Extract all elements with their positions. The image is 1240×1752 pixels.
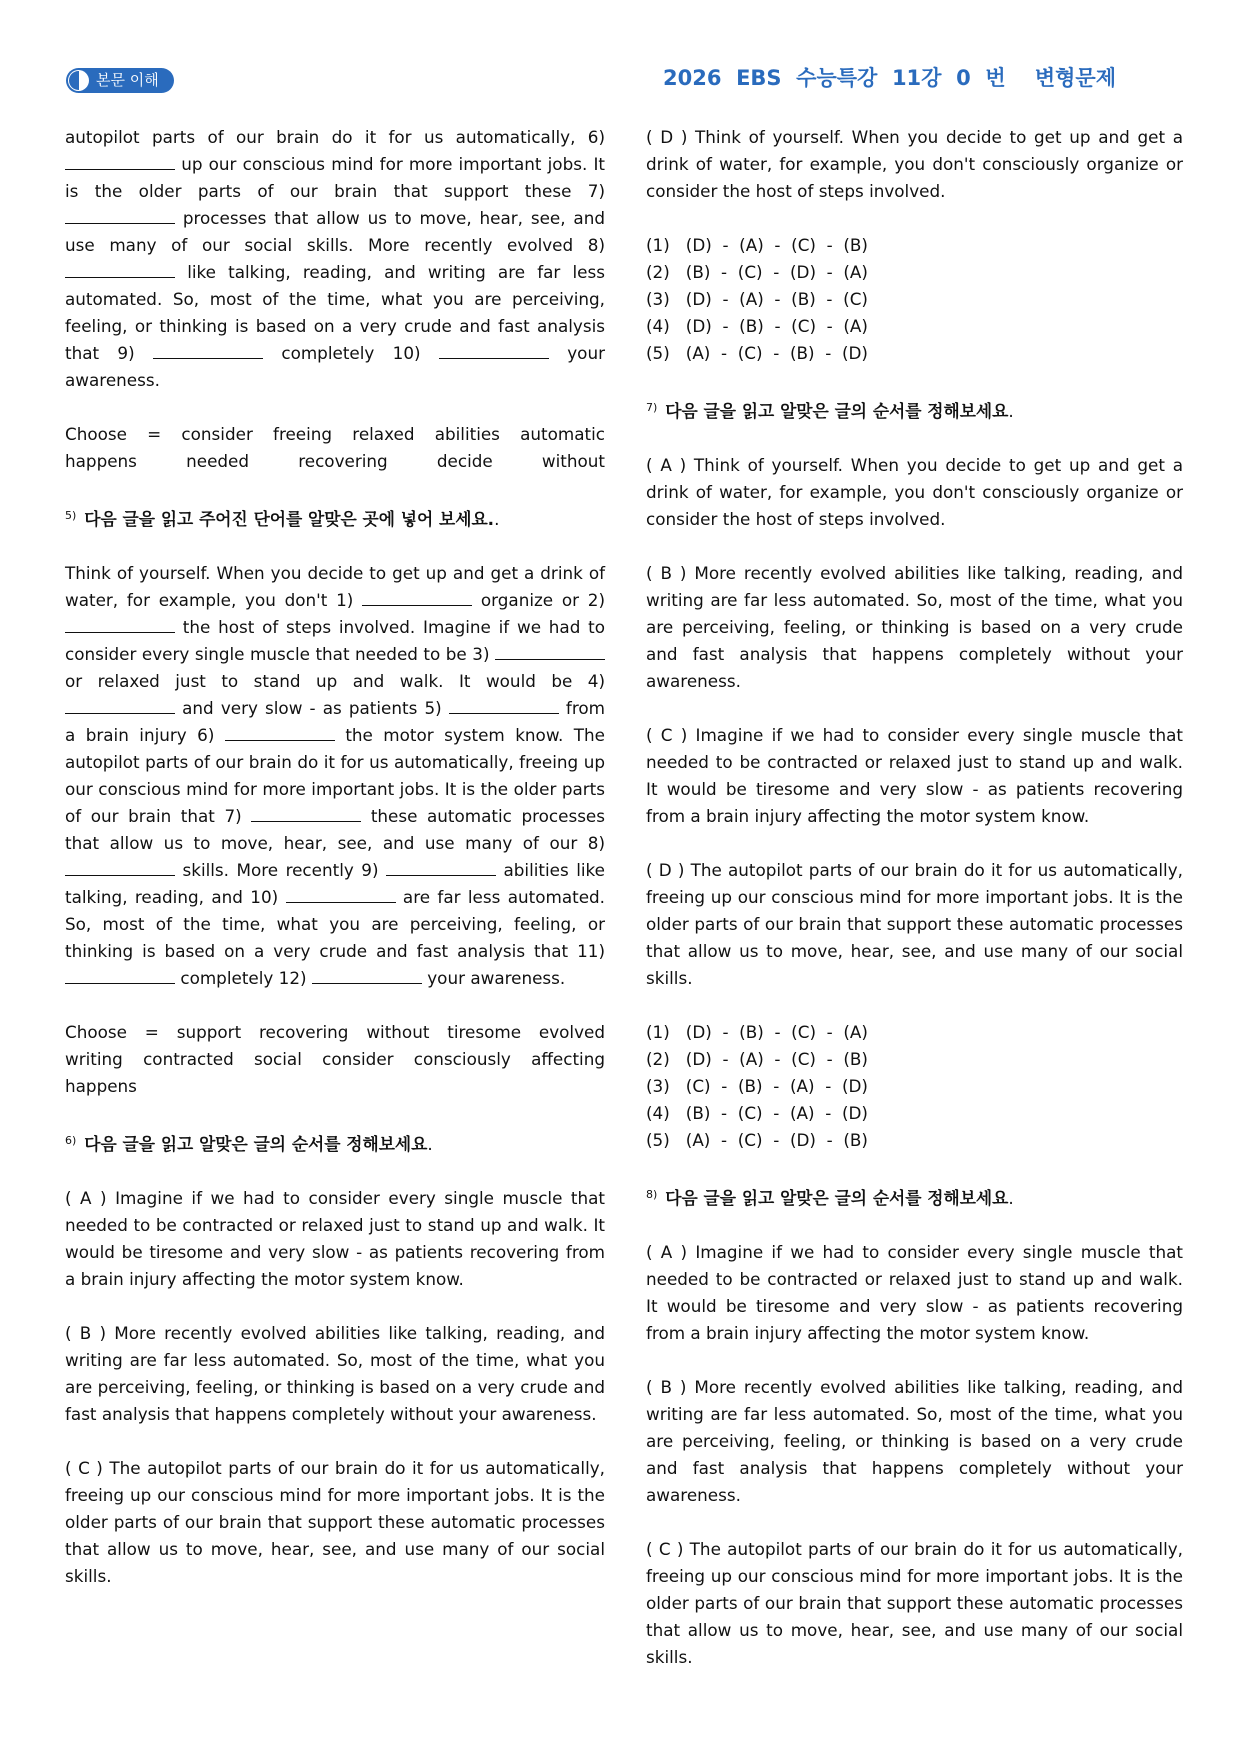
- paragraph-a: ( A ) Imagine if we had to consider every single muscle that needed to be contracted or relaxed just to stand up and walk. It would be tiresome and very slow - as patients recovering from a brain injury affecting the motor system know.: [646, 1242, 1183, 1343]
- answer-blank: [495, 644, 605, 660]
- passage-line: of our brain that 7) these automatic processes: [65, 806, 606, 826]
- option-1[interactable]: (1) (D) - (B) - (C) - (A): [646, 1022, 868, 1042]
- answer-blank: [65, 860, 175, 876]
- answer-options: [646, 232, 1183, 367]
- paragraph-d: ( D ) Think of yourself. When you decide to get up and get a drink of water, for example, you don't consciously organize or consider the host of steps involved.: [646, 127, 1183, 201]
- passage-line: water, for example, you don't 1) organize or 2): [65, 590, 606, 610]
- answer-blank: [312, 968, 422, 984]
- answer-blank: [225, 725, 335, 741]
- answer-blank: [362, 590, 472, 606]
- paragraph-c: ( C ) The autopilot parts of our brain do it for us automatically, freeing up our conscious mind for more important jobs. It is the older parts of our brain that support these automatic processes that allow us to move, hear, see, and use many of our social skills.: [65, 1458, 605, 1586]
- paragraph-c: ( C ) Imagine if we had to consider every single muscle that needed to be contracted or relaxed just to stand up and walk. It would be tiresome and very slow - as patients recovering from a brain injury affecting the motor system know.: [646, 725, 1183, 826]
- passage-line: like talking, reading, and writing are far less: [65, 259, 605, 286]
- paragraph-d: ( D ) The autopilot parts of our brain do it for us automatically, freeing up our conscious mind for more important jobs. It is the older parts of our brain that support these automatic processes that allow us to move, hear, see, and use many of our social skills.: [646, 860, 1183, 988]
- passage-line: use many of our social skills. More recently evolved 8): [65, 235, 605, 255]
- passage-line: and very slow - as patients 5) from: [65, 695, 605, 722]
- paragraph-a: ( A ) Imagine if we had to consider every single muscle that needed to be contracted or relaxed just to stand up and walk. It would be tiresome and very slow - as patients recovering from a brain injury affecting the motor system know.: [65, 1188, 605, 1289]
- option-1[interactable]: (1) (D) - (A) - (C) - (B): [646, 235, 868, 255]
- passage-line: or relaxed just to stand up and walk. It would be 4): [65, 671, 605, 691]
- option-4[interactable]: (4) (D) - (B) - (C) - (A): [646, 316, 868, 336]
- answer-blank: [65, 208, 175, 224]
- answer-blank: [386, 860, 496, 876]
- passage-line: thinking is based on a very crude and fast analysis that 11): [65, 941, 605, 961]
- passage-line: that allow us to move, hear, see, and use many of our 8): [65, 833, 605, 853]
- answer-options: [646, 1019, 1183, 1154]
- left-column: [65, 124, 605, 1590]
- answer-blank: [153, 343, 263, 359]
- passage-line: consider every single muscle that needed to be 3): [65, 641, 605, 668]
- question-8-heading: $^{8)}$ 다음 글을 읽고 알맞은 글의 순서를 정해보세요.: [646, 1188, 1014, 1208]
- right-column: [646, 124, 1183, 1671]
- word-bank-line: Choose = support recovering without tiresome evolved: [65, 1022, 605, 1042]
- section-badge: [66, 68, 174, 93]
- option-2[interactable]: (2) (B) - (C) - (D) - (A): [646, 262, 868, 282]
- passage-line: So, most of the time, what you are perceiving, feeling, or: [65, 914, 605, 934]
- paragraph-b: ( B ) More recently evolved abilities like talking, reading, and writing are far less automated. So, most of the time, what you are perceiving, feeling, or thinking is based on a very crude and fast analysis that happens completely without your awareness.: [65, 1323, 605, 1424]
- option-4[interactable]: (4) (B) - (C) - (A) - (D): [646, 1103, 868, 1123]
- passage-line: is the older parts of our brain that support these 7): [65, 181, 605, 201]
- passage-line: up our conscious mind for more important jobs. It: [65, 151, 605, 178]
- paragraph-b: ( B ) More recently evolved abilities like talking, reading, and writing are far less automated. So, most of the time, what you are perceiving, feeling, or thinking is based on a very crude and fast analysis that happens completely without your awareness.: [646, 1377, 1183, 1505]
- passage-line: skills. More recently 9) abilities like: [65, 857, 605, 884]
- passage-line: autopilot parts of our brain do it for us automatically, 6): [65, 127, 605, 147]
- answer-blank: [286, 887, 396, 903]
- word-bank-line: happens: [65, 1076, 137, 1096]
- passage-line: our conscious mind for more important jobs. It is the older parts: [65, 779, 605, 799]
- paragraph-c: ( C ) The autopilot parts of our brain do it for us automatically, freeing up our conscious mind for more important jobs. It is the older parts of our brain that support these automatic processes that allow us to move, hear, see, and use many of our social skills.: [646, 1539, 1183, 1667]
- page-title: 2026 EBS 수능특강 11강 0 번 변형문제: [663, 66, 1116, 90]
- question-5-heading: $^{5)}$ 다음 글을 읽고 주어진 단어를 알맞은 곳에 넣어 보세요..: [65, 509, 500, 529]
- option-2[interactable]: (2) (D) - (A) - (C) - (B): [646, 1049, 868, 1069]
- passage-line: completely 12) your awareness.: [65, 965, 605, 992]
- word-bank-line: happens needed recovering decide without: [65, 451, 605, 471]
- passage-line: the host of steps involved. Imagine if we had to: [65, 614, 605, 641]
- passage-line: autopilot parts of our brain do it for us automatically, freeing up: [65, 752, 605, 772]
- half-circle-icon: [68, 70, 89, 91]
- answer-blank: [65, 154, 175, 170]
- answer-blank: [251, 806, 361, 822]
- option-3[interactable]: (3) (C) - (B) - (A) - (D): [646, 1076, 868, 1096]
- answer-blank: [65, 262, 175, 278]
- word-bank-line: Choose = consider freeing relaxed abilities automatic: [65, 424, 605, 444]
- answer-blank: [439, 343, 549, 359]
- passage-line: awareness.: [65, 370, 160, 390]
- passage-line: talking, reading, and 10) are far less automated.: [65, 887, 606, 907]
- passage-line: a brain injury 6) the motor system know. The: [65, 725, 605, 745]
- question-7-heading: $^{7)}$ 다음 글을 읽고 알맞은 글의 순서를 정해보세요.: [646, 401, 1014, 421]
- answer-blank: [65, 617, 175, 633]
- answer-blank: [65, 968, 175, 984]
- option-5[interactable]: (5) (A) - (C) - (B) - (D): [646, 343, 868, 363]
- passage-line: processes that allow us to move, hear, see, and: [65, 205, 605, 232]
- option-3[interactable]: (3) (D) - (A) - (B) - (C): [646, 289, 868, 309]
- paragraph-a: ( A ) Think of yourself. When you decide to get up and get a drink of water, for example, you don't consciously organize or consider the host of steps involved.: [646, 455, 1183, 529]
- answer-blank: [449, 698, 559, 714]
- word-bank-line: writing contracted social consider consciously affecting: [65, 1049, 605, 1069]
- passage-line: that 9) completely 10) your: [65, 343, 605, 363]
- option-5[interactable]: (5) (A) - (C) - (D) - (B): [646, 1130, 868, 1150]
- paragraph-b: ( B ) More recently evolved abilities like talking, reading, and writing are far less automated. So, most of the time, what you are perceiving, feeling, or thinking is based on a very crude and fast analysis that happens completely without your awareness.: [646, 563, 1183, 691]
- answer-blank: [65, 698, 175, 714]
- passage-line: Think of yourself. When you decide to get up and get a drink of: [65, 563, 605, 583]
- section-badge-label: 본문 이해: [96, 71, 159, 89]
- passage-line: feeling, or thinking is based on a very crude and fast analysis: [65, 316, 605, 336]
- question-6-heading: $^{6)}$ 다음 글을 읽고 알맞은 글의 순서를 정해보세요.: [65, 1134, 433, 1154]
- passage-line: automated. So, most of the time, what you are perceiving,: [65, 289, 605, 309]
